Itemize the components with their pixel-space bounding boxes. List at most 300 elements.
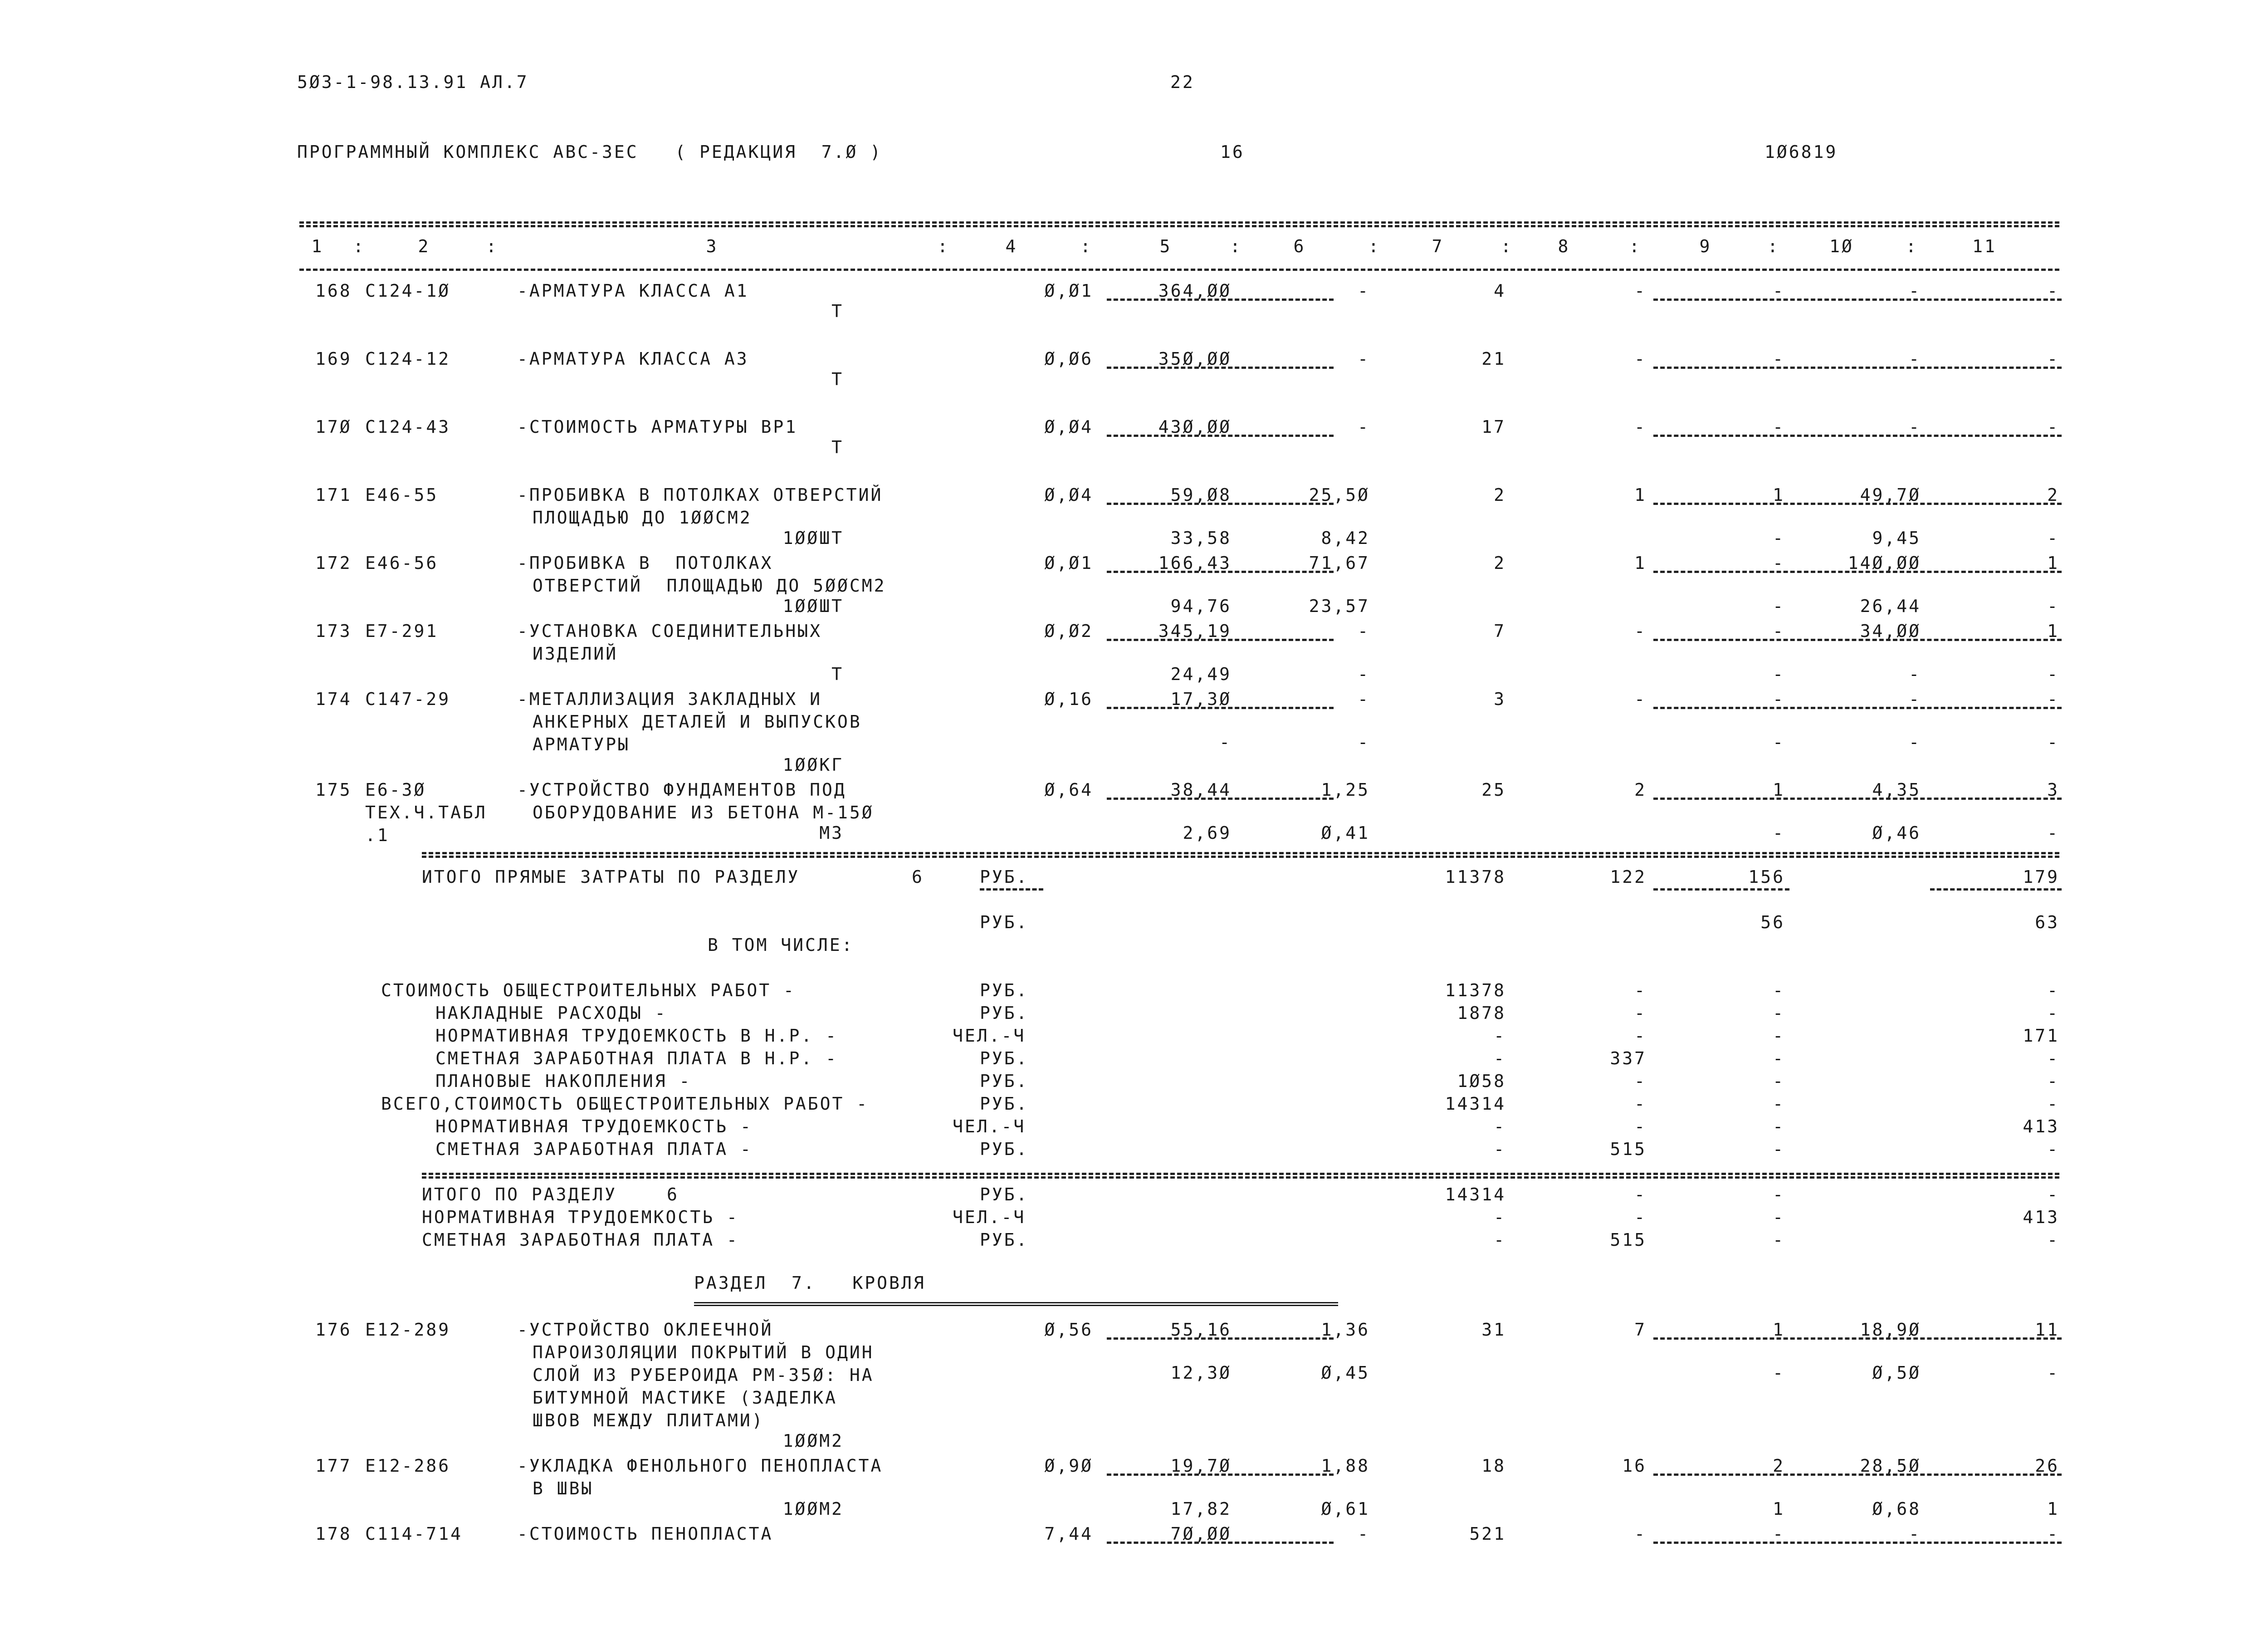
row-description: -ПРОБИВКА В ПОТОЛКАХ (517, 553, 773, 573)
column-separator: : (1501, 236, 1513, 256)
section-total-c9: - (1773, 1230, 1785, 1250)
cell-underline (1653, 571, 2062, 573)
row-unit: 1ØØКГ (782, 755, 844, 775)
cell-underline (1653, 367, 2062, 369)
row-sub-labor: - (1909, 732, 1921, 752)
summary-label: СМЕТНАЯ ЗАРАБОТНАЯ ПЛАТА В Н.Р. - (435, 1048, 838, 1068)
row-price: 43Ø,ØØ (1158, 417, 1232, 437)
row-labor-total: 2 (2047, 485, 2059, 505)
row-labor-unit: 14Ø,ØØ (1848, 553, 1921, 573)
row-mach: - (1773, 689, 1785, 709)
cell-underline (1107, 1542, 1334, 1544)
row-wage-total: - (1634, 621, 1647, 641)
summary-label: НОРМАТИВНАЯ ТРУДОЕМКОСТЬ В Н.Р. - (435, 1026, 838, 1046)
summary-c8: - (1634, 1094, 1647, 1114)
section-total-label: ИТОГО ПО РАЗДЕЛУ (422, 1185, 617, 1204)
section-total-c11: 413 (2023, 1207, 2059, 1227)
row-sub-price: 12,3Ø (1170, 1363, 1232, 1383)
cell-underline (1653, 299, 2062, 301)
section-rule (422, 1173, 2059, 1175)
row-sub-mach: - (1773, 664, 1785, 684)
summary-c7: 14314 (1445, 1094, 1506, 1114)
row-total: 4 (1494, 281, 1506, 301)
summary-c7: 11378 (1445, 980, 1506, 1000)
row-sub-labor-total: 1 (2047, 1499, 2059, 1519)
cell-underline (1107, 707, 1334, 709)
summary-c9: - (1773, 1116, 1785, 1136)
summary-unit: ЧЕЛ.-Ч (953, 1026, 1026, 1046)
row-wage-total: - (1634, 417, 1647, 437)
summary-unit: РУБ. (980, 1003, 1029, 1023)
row-labor-unit: - (1909, 349, 1921, 369)
summary-c8: - (1634, 1071, 1647, 1091)
total-c7: 11378 (1445, 867, 1506, 887)
summary-c11: 413 (2023, 1116, 2059, 1136)
column-separator: : (937, 236, 950, 256)
row-unit: Т (831, 664, 844, 684)
row-qty: Ø,Ø2 (1044, 621, 1093, 641)
column-number: 4 (1005, 236, 1018, 256)
cell-underline (1107, 798, 1334, 800)
row-code: Е6-3Ø (365, 780, 426, 800)
summary-c8: - (1634, 1026, 1647, 1046)
total-c9: 156 (1748, 867, 1785, 887)
row-sub-labor-total: - (2047, 664, 2059, 684)
row-sub-price: 33,58 (1170, 528, 1232, 548)
total-c9b: 56 (1760, 912, 1785, 932)
section-total-c7: - (1494, 1207, 1506, 1227)
row-price: 38,44 (1170, 780, 1232, 800)
row-code-ext: .1 (365, 825, 390, 845)
row-total: 2 (1494, 485, 1506, 505)
summary-c9: - (1773, 1048, 1785, 1068)
row-description: -УКЛАДКА ФЕНОЛЬНОГО ПЕНОПЛАСТА (517, 1456, 883, 1476)
summary-c9: - (1773, 1071, 1785, 1091)
program-title: ПРОГРАММНЫЙ КОМПЛЕКС АВС-3ЕС ( РЕДАКЦИЯ 7.Ø ) (297, 142, 883, 162)
row-sub-labor: Ø,68 (1872, 1499, 1921, 1519)
row-qty: Ø,Ø4 (1044, 485, 1093, 505)
column-separator: : (1629, 236, 1642, 256)
cell-underline (1107, 503, 1334, 505)
row-price: 364,ØØ (1158, 281, 1232, 301)
section-title: РАЗДЕЛ 7. КРОВЛЯ (694, 1273, 926, 1293)
row-wage-total: 1 (1634, 553, 1647, 573)
summary-label: ПЛАНОВЫЕ НАКОПЛЕНИЯ - (435, 1071, 692, 1091)
section-total-c7: 14314 (1445, 1185, 1506, 1204)
row-sub-mach: 1 (1773, 1499, 1785, 1519)
row-price: 7Ø,ØØ (1170, 1524, 1232, 1544)
header-bottom-rule (299, 269, 2059, 271)
summary-unit: РУБ. (980, 1071, 1029, 1091)
row-number: 17Ø (315, 417, 352, 437)
summary-label: НАКЛАДНЫЕ РАСХОДЫ - (435, 1003, 667, 1023)
row-number: 171 (315, 485, 352, 505)
total-direct-label: ИТОГО ПРЯМЫЕ ЗАТРАТЫ ПО РАЗДЕЛУ (422, 867, 800, 887)
row-code: С124-43 (365, 417, 451, 437)
row-price-wage: - (1358, 1524, 1370, 1544)
total-unit: РУБ. (980, 867, 1029, 887)
total-unit-2: РУБ. (980, 912, 1029, 932)
row-price: 55,16 (1170, 1320, 1232, 1340)
row-number: 178 (315, 1524, 352, 1544)
summary-c11: - (2047, 1139, 2059, 1159)
row-price: 17,3Ø (1170, 689, 1232, 709)
row-unit: 1ØØМ2 (782, 1499, 844, 1519)
row-number: 172 (315, 553, 352, 573)
row-labor-total: - (2047, 689, 2059, 709)
row-qty: Ø,56 (1044, 1320, 1093, 1340)
row-sub-price: 17,82 (1170, 1499, 1232, 1519)
row-description: СЛОЙ ИЗ РУБЕРОИДА РМ-35Ø: НА (533, 1365, 874, 1385)
row-description: -АРМАТУРА КЛАССА А3 (517, 349, 749, 369)
row-description: В ШВЫ (533, 1478, 594, 1498)
cell-underline (1653, 1337, 2062, 1340)
row-sub-labor-total: - (2047, 1363, 2059, 1383)
row-price-wage: - (1358, 417, 1370, 437)
summary-c11: 171 (2023, 1026, 2059, 1046)
row-unit: Т (831, 437, 844, 457)
row-number: 173 (315, 621, 352, 641)
header-top-rule-2 (299, 225, 2059, 227)
summary-c9: - (1773, 1094, 1785, 1114)
row-labor-total: 1 (2047, 553, 2059, 573)
including-heading: В ТОМ ЧИСЛЕ: (708, 935, 854, 955)
row-sub-mach: - (1773, 528, 1785, 548)
row-labor-total: - (2047, 1524, 2059, 1544)
row-wage-total: - (1634, 281, 1647, 301)
row-sub-labor: 9,45 (1872, 528, 1921, 548)
row-description: АРМАТУРЫ (533, 734, 631, 754)
row-price-wage: - (1358, 689, 1370, 709)
row-labor-unit: 49,7Ø (1860, 485, 1921, 505)
summary-label: НОРМАТИВНАЯ ТРУДОЕМКОСТЬ - (435, 1116, 753, 1136)
row-wage-total: 7 (1634, 1320, 1647, 1340)
row-number: 169 (315, 349, 352, 369)
summary-unit: РУБ. (980, 1139, 1029, 1159)
row-price: 35Ø,ØØ (1158, 349, 1232, 369)
summary-label: СТОИМОСТЬ ОБЩЕСТРОИТЕЛЬНЫХ РАБОТ - (381, 980, 796, 1000)
row-price-wage: - (1358, 621, 1370, 641)
section-rule (422, 856, 2059, 858)
section-rule (422, 852, 2059, 854)
column-separator: : (1368, 236, 1381, 256)
row-labor-total: 26 (2035, 1456, 2059, 1476)
summary-c9: - (1773, 1139, 1785, 1159)
column-number: 3 (706, 236, 719, 256)
summary-c8: - (1634, 980, 1647, 1000)
row-sub-labor-total: - (2047, 732, 2059, 752)
column-number: 6 (1293, 236, 1306, 256)
row-number: 174 (315, 689, 352, 709)
cell-underline (1107, 367, 1334, 369)
row-price: 345,19 (1158, 621, 1232, 641)
row-sub-wage: Ø,41 (1321, 823, 1370, 843)
row-sub-wage: 23,57 (1309, 596, 1370, 616)
row-price: 19,7Ø (1170, 1456, 1232, 1476)
row-sub-labor: Ø,5Ø (1872, 1363, 1921, 1383)
row-wage-total: - (1634, 689, 1647, 709)
row-total: 18 (1481, 1456, 1506, 1476)
cell-underline (1107, 639, 1334, 641)
column-separator: : (1080, 236, 1093, 256)
row-labor-unit: - (1909, 417, 1921, 437)
summary-c8: 337 (1610, 1048, 1647, 1068)
row-sub-price: 2,69 (1183, 823, 1232, 843)
summary-unit: РУБ. (980, 980, 1029, 1000)
section-total-c9: - (1773, 1185, 1785, 1204)
row-code: С124-12 (365, 349, 451, 369)
section-total-c11: - (2047, 1185, 2059, 1204)
section-total-c8: 515 (1610, 1230, 1647, 1250)
row-sub-wage: Ø,45 (1321, 1363, 1370, 1383)
row-unit: 1ØØШТ (782, 528, 844, 548)
summary-c11: - (2047, 1003, 2059, 1023)
row-labor-unit: - (1909, 689, 1921, 709)
row-price-wage: 71,67 (1309, 553, 1370, 573)
summary-c7: - (1494, 1048, 1506, 1068)
row-wage-total: - (1634, 349, 1647, 369)
column-separator: : (1906, 236, 1918, 256)
page-number: 22 (1170, 72, 1195, 92)
document-code: 1Ø6819 (1765, 142, 1838, 162)
row-code: Е12-289 (365, 1320, 451, 1340)
row-price-wage: - (1358, 349, 1370, 369)
cell-underline (1653, 707, 2062, 709)
row-sub-mach: - (1773, 823, 1785, 843)
row-sub-wage: - (1358, 664, 1370, 684)
row-mach: - (1773, 553, 1785, 573)
row-description: -ПРОБИВКА В ПОТОЛКАХ ОТВЕРСТИЙ (517, 485, 883, 505)
row-total: 25 (1481, 780, 1506, 800)
header-top-rule (299, 221, 2059, 224)
row-labor-total: 1 (2047, 621, 2059, 641)
row-sub-wage: 8,42 (1321, 528, 1370, 548)
section-total-c9: - (1773, 1207, 1785, 1227)
row-qty: Ø,Ø1 (1044, 281, 1093, 301)
total-underline (980, 888, 1043, 891)
row-price-wage: 25,5Ø (1309, 485, 1370, 505)
row-total: 3 (1494, 689, 1506, 709)
row-labor-unit: - (1909, 1524, 1921, 1544)
row-price-wage: - (1358, 281, 1370, 301)
row-code: С147-29 (365, 689, 451, 709)
row-description: ПЛОЩАДЬЮ ДО 1ØØСМ2 (533, 508, 752, 528)
row-labor-unit: - (1909, 281, 1921, 301)
cell-underline (1653, 503, 2062, 505)
summary-c11: - (2047, 1048, 2059, 1068)
row-unit: 1ØØМ2 (782, 1431, 844, 1451)
row-wage-total: 2 (1634, 780, 1647, 800)
column-separator: : (486, 236, 499, 256)
section-total-unit: РУБ. (980, 1230, 1029, 1250)
row-sub-price: 94,76 (1170, 596, 1232, 616)
row-number: 177 (315, 1456, 352, 1476)
row-qty: Ø,9Ø (1044, 1456, 1093, 1476)
row-sub-price: 24,49 (1170, 664, 1232, 684)
row-qty: Ø,Ø1 (1044, 553, 1093, 573)
total-c8: 122 (1610, 867, 1647, 887)
row-unit: М3 (819, 823, 844, 843)
row-labor-total: - (2047, 349, 2059, 369)
row-mach: 2 (1773, 1456, 1785, 1476)
cell-underline (1653, 435, 2062, 437)
row-sub-labor: Ø,46 (1872, 823, 1921, 843)
row-labor-total: 3 (2047, 780, 2059, 800)
row-price-wage: 1,36 (1321, 1320, 1370, 1340)
row-qty: 7,44 (1044, 1524, 1093, 1544)
row-wage-total: 16 (1622, 1456, 1647, 1476)
row-labor-total: 11 (2035, 1320, 2059, 1340)
cell-underline (1653, 639, 2062, 641)
section-total-unit: ЧЕЛ.-Ч (953, 1207, 1026, 1227)
summary-unit: РУБ. (980, 1094, 1029, 1114)
summary-label: ВСЕГО,СТОИМОСТЬ ОБЩЕСТРОИТЕЛЬНЫХ РАБОТ - (381, 1094, 869, 1114)
summary-c9: - (1773, 1026, 1785, 1046)
row-price-wage: 1,88 (1321, 1456, 1370, 1476)
summary-c8: - (1634, 1003, 1647, 1023)
row-mach: - (1773, 281, 1785, 301)
summary-c7: - (1494, 1116, 1506, 1136)
row-description: -МЕТАЛЛИЗАЦИЯ ЗАКЛАДНЫХ И (517, 689, 822, 709)
summary-c8: - (1634, 1116, 1647, 1136)
row-sub-labor-total: - (2047, 823, 2059, 843)
row-mach: 1 (1773, 1320, 1785, 1340)
row-mach: 1 (1773, 485, 1785, 505)
column-number: 8 (1558, 236, 1570, 256)
row-wage-total: - (1634, 1524, 1647, 1544)
row-sub-labor-total: - (2047, 528, 2059, 548)
row-qty: Ø,Ø6 (1044, 349, 1093, 369)
row-total: 2 (1494, 553, 1506, 573)
section-total-unit: РУБ. (980, 1185, 1029, 1204)
section-total-num: 6 (667, 1185, 679, 1204)
total-c11: 179 (2023, 867, 2059, 887)
summary-unit: ЧЕЛ.-Ч (953, 1116, 1026, 1136)
cell-underline (1107, 1474, 1334, 1476)
row-code: Е46-56 (365, 553, 439, 573)
row-wage-total: 1 (1634, 485, 1647, 505)
row-description: -АРМАТУРА КЛАССА А1 (517, 281, 749, 301)
summary-c11: - (2047, 1094, 2059, 1114)
row-unit: Т (831, 369, 844, 389)
row-qty: Ø,16 (1044, 689, 1093, 709)
row-description: -СТОИМОСТЬ АРМАТУРЫ ВР1 (517, 417, 798, 437)
row-total: 21 (1481, 349, 1506, 369)
sheet-number: 16 (1220, 142, 1245, 162)
row-code: С114-714 (365, 1524, 463, 1544)
cell-underline (1107, 435, 1334, 437)
row-mach: - (1773, 621, 1785, 641)
cell-underline (1107, 1337, 1334, 1340)
row-sub-labor: 26,44 (1860, 596, 1921, 616)
row-mach: - (1773, 1524, 1785, 1544)
row-description: -УСТАНОВКА СОЕДИНИТЕЛЬНЫХ (517, 621, 822, 641)
row-mach: - (1773, 417, 1785, 437)
row-total: 31 (1481, 1320, 1506, 1340)
column-number: 1Ø (1829, 236, 1854, 256)
row-mach: 1 (1773, 780, 1785, 800)
row-price: 166,43 (1158, 553, 1232, 573)
total-underline (1653, 888, 1789, 891)
row-total: 17 (1481, 417, 1506, 437)
total-section-no: 6 (912, 867, 924, 887)
row-sub-wage: - (1358, 732, 1370, 752)
summary-unit: РУБ. (980, 1048, 1029, 1068)
row-description: ИЗДЕЛИЙ (533, 644, 618, 664)
cell-underline (1107, 571, 1334, 573)
section-total-c11: - (2047, 1230, 2059, 1250)
column-number: 1 (311, 236, 324, 256)
row-sub-mach: - (1773, 732, 1785, 752)
section-total-c7: - (1494, 1230, 1506, 1250)
summary-c8: 515 (1610, 1139, 1647, 1159)
row-description: -УСТРОЙСТВО ФУНДАМЕНТОВ ПОД (517, 780, 846, 800)
row-sub-labor: - (1909, 664, 1921, 684)
row-description: ПАРОИЗОЛЯЦИИ ПОКРЫТИЙ В ОДИН (533, 1342, 874, 1362)
summary-c7: - (1494, 1026, 1506, 1046)
row-labor-total: - (2047, 281, 2059, 301)
row-labor-unit: 18,9Ø (1860, 1320, 1921, 1340)
row-code: Е7-291 (365, 621, 439, 641)
section-total-c8: - (1634, 1185, 1647, 1204)
row-code: Е46-55 (365, 485, 439, 505)
row-description: ШВОВ МЕЖДУ ПЛИТАМИ) (533, 1410, 764, 1430)
row-sub-price: - (1219, 732, 1232, 752)
row-code: Е12-286 (365, 1456, 451, 1476)
row-number: 168 (315, 281, 352, 301)
section-rule (422, 1176, 2059, 1179)
section-total-label: НОРМАТИВНАЯ ТРУДОЕМКОСТЬ - (422, 1207, 739, 1227)
row-mach: - (1773, 349, 1785, 369)
section-total-c8: - (1634, 1207, 1647, 1227)
column-separator: : (1767, 236, 1780, 256)
row-qty: Ø,64 (1044, 780, 1093, 800)
row-total: 7 (1494, 621, 1506, 641)
row-description: -УСТРОЙСТВО ОКЛЕЕЧНОЙ (517, 1320, 773, 1340)
summary-label: СМЕТНАЯ ЗАРАБОТНАЯ ПЛАТА - (435, 1139, 753, 1159)
row-unit: Т (831, 301, 844, 321)
row-labor-unit: 4,35 (1872, 780, 1921, 800)
row-price-wage: 1,25 (1321, 780, 1370, 800)
summary-c7: 1878 (1457, 1003, 1506, 1023)
cell-underline (1653, 1542, 2062, 1544)
column-separator: : (353, 236, 366, 256)
row-sub-mach: - (1773, 596, 1785, 616)
row-sub-mach: - (1773, 1363, 1785, 1383)
column-number: 11 (1972, 236, 1997, 256)
row-labor-unit: 34,ØØ (1860, 621, 1921, 641)
row-description: ОТВЕРСТИЙ ПЛОЩАДЬЮ ДО 5ØØСМ2 (533, 576, 886, 596)
column-number: 5 (1159, 236, 1172, 256)
column-number: 9 (1699, 236, 1712, 256)
row-total: 521 (1469, 1524, 1506, 1544)
summary-c11: - (2047, 1071, 2059, 1091)
row-sub-wage: Ø,61 (1321, 1499, 1370, 1519)
summary-c11: - (2047, 980, 2059, 1000)
row-number: 176 (315, 1320, 352, 1340)
summary-c7: 1Ø58 (1457, 1071, 1506, 1091)
total-c11b: 63 (2035, 912, 2059, 932)
row-unit: 1ØØШТ (782, 596, 844, 616)
summary-c9: - (1773, 980, 1785, 1000)
row-qty: Ø,Ø4 (1044, 417, 1093, 437)
column-number: 2 (418, 236, 430, 256)
row-sub-labor-total: - (2047, 596, 2059, 616)
doc-code: 5Ø3-1-98.13.91 АЛ.7 (297, 72, 529, 92)
section-total-label: СМЕТНАЯ ЗАРАБОТНАЯ ПЛАТА - (422, 1230, 739, 1250)
row-code-ext: ТЕХ.Ч.ТАБЛ (365, 803, 487, 822)
cell-underline (1653, 798, 2062, 800)
